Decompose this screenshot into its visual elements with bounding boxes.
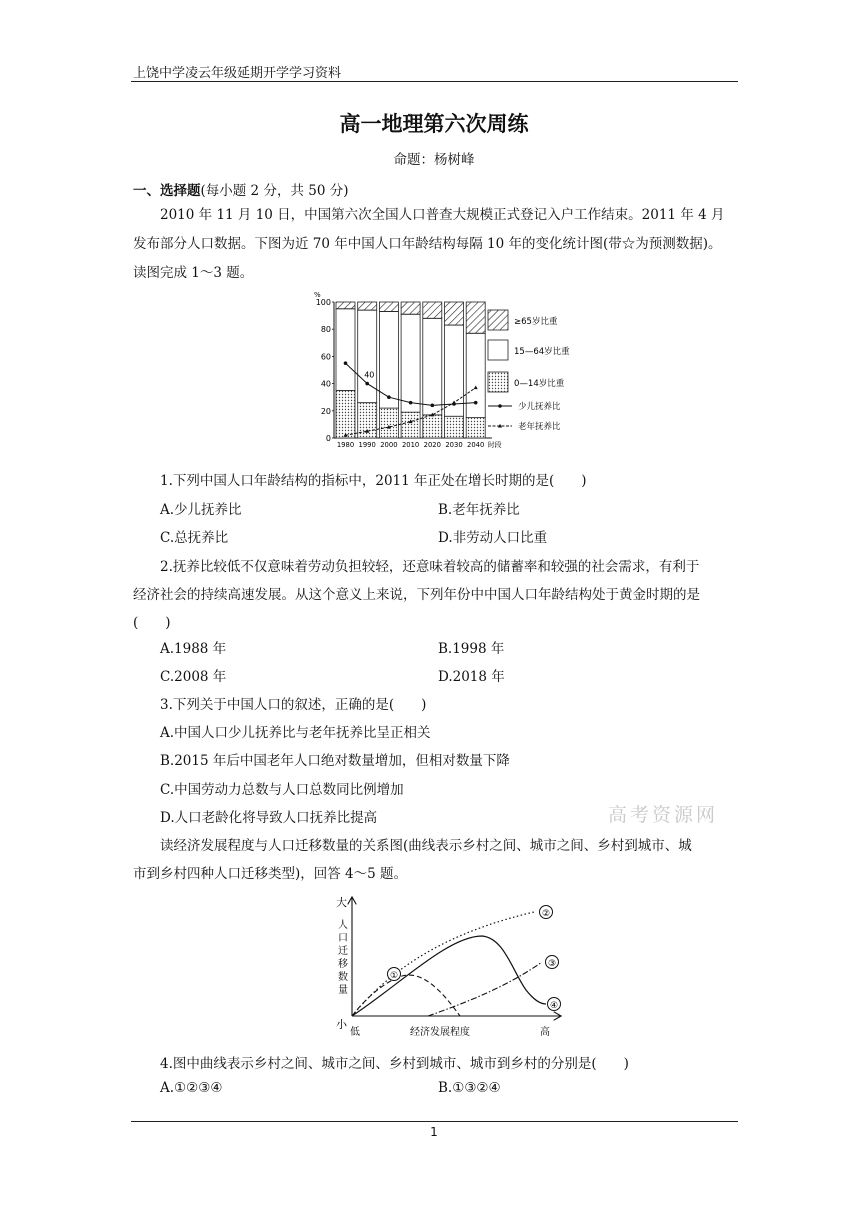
intro2-line2: 市到乡村四种人口迁移类型)，回答 4～5 题。: [133, 866, 408, 882]
q3-option-b: B.2015 年后中国老年人口绝对数量增加，但相对数量下降: [160, 753, 510, 769]
bar-segment-3: [358, 302, 377, 310]
curve-label-2: [540, 906, 553, 920]
legend-marker: [498, 404, 502, 408]
curve-2: [352, 912, 534, 1016]
y-tick-label: 60: [320, 352, 331, 362]
y-tick-label: 40: [320, 379, 331, 389]
page-number: 1: [430, 1125, 438, 1139]
bar-segment-1: [445, 416, 464, 438]
line-point: [431, 404, 435, 408]
svg-text:②: ②: [541, 909, 551, 919]
q1-option-c: C.总抚养比: [160, 530, 229, 546]
q3-option-c: C.中国劳动力总数与人口总数同比例增加: [160, 782, 404, 798]
q2-line3: ( ): [133, 615, 171, 631]
intro2-line1: 读经济发展程度与人口迁移数量的关系图(曲线表示乡村之间、城市之间、乡村到城市、城: [160, 838, 692, 854]
y-label-bottom: 小: [336, 1018, 347, 1031]
q4-option-a: A.①②③④: [160, 1080, 223, 1096]
q2-option-c: C.2008 年: [160, 669, 227, 685]
section-heading: [133, 179, 348, 199]
line-point: [344, 361, 348, 365]
x-tick-label: 2040: [467, 441, 485, 449]
bar-segment-1: [423, 415, 442, 438]
line-point: [409, 401, 413, 405]
svg-text:①: ①: [389, 971, 399, 981]
q3-stem: 3.下列关于中国人口的叙述，正确的是( ): [160, 697, 427, 713]
document-header: 上饶中学凌云年级延期开学学习资料: [133, 66, 342, 81]
legend-label: ≥65岁比重: [514, 317, 558, 327]
bar-segment-2: [336, 309, 355, 391]
intro1-line1: 2010 年 11 月 10 日，中国第六次全国人口普查大规模正式登记入户工作结束。2011 年 4 月: [160, 207, 725, 223]
watermark: 高考资源网: [608, 804, 719, 826]
section-note: (每小题 2 分，共 50 分): [200, 183, 349, 199]
q1-option-a: A.少儿抚养比: [160, 502, 242, 518]
legend-label: 老年抚养比: [518, 422, 561, 432]
x-label-start: 低: [350, 1027, 360, 1038]
q3-option-a: A.中国人口少儿抚养比与老年抚养比呈正相关: [160, 725, 431, 741]
q2-line1: 2.抚养比较低不仅意味着劳动负担较轻，还意味着较高的储蓄率和较强的社会需求，有利于: [160, 559, 700, 575]
y-axis-label: 人口迁移数量: [338, 920, 348, 996]
bar-segment-3: [336, 302, 355, 309]
x-label-end: 高: [540, 1027, 550, 1038]
svg-text:④: ④: [549, 1001, 559, 1011]
legend-label: 15—64岁比重: [514, 347, 570, 357]
annotation-label: 40: [364, 370, 375, 380]
curve-label-4: [548, 998, 561, 1012]
bar-segment-3: [379, 302, 398, 312]
y-tick-label: 0: [325, 434, 331, 443]
bar-segment-1: [379, 408, 398, 438]
bar-segment-2: [466, 333, 485, 417]
q2-option-d: D.2018 年: [438, 669, 505, 685]
x-tick-label: 2030: [445, 441, 463, 449]
q1-option-d: D.非劳动人口比重: [438, 530, 548, 546]
bar-segment-1: [401, 412, 420, 438]
bar-segment-3: [466, 302, 485, 333]
footer-divider: [131, 1121, 738, 1122]
q4-stem: 4.图中曲线表示乡村之间、城市之间、乡村到城市、城市到乡村的分别是( ): [160, 1056, 629, 1072]
bar-segment-1: [466, 418, 485, 438]
q2-line2: 经济社会的持续高速发展。从这个意义上来说，下列年份中中国人口年龄结构处于黄金时期的是: [133, 587, 700, 603]
migration-chart: [328, 890, 578, 1040]
chart1-legend: [488, 310, 570, 432]
legend-swatch: [488, 310, 508, 330]
x-tick-label: 1990: [358, 441, 376, 449]
x-tick-label: 2020: [423, 441, 441, 449]
q2-option-b: B.1998 年: [438, 641, 505, 657]
y-tick-label: 80: [320, 325, 331, 335]
bar-segment-1: [336, 390, 355, 438]
q3-option-d: D.人口老龄化将导致人口抚养比提高: [160, 810, 378, 826]
x-tick-label: 1980: [336, 441, 355, 449]
curve-label-3: [546, 956, 559, 970]
bar-segment-2: [358, 310, 377, 402]
bar-segment-3: [401, 302, 420, 314]
intro1-line2: 发布部分人口数据。下图为近 70 年中国人口年龄结构每隔 10 年的变化统计图(带☆为预测数据)。: [133, 236, 722, 252]
chart1-bars: [336, 302, 485, 438]
header-divider: [131, 81, 738, 82]
line-point: [474, 401, 478, 405]
y-tick-label: 20: [320, 406, 331, 416]
x-tick-label: 2000: [380, 441, 398, 449]
intro1-line3: 读图完成 1～3 题。: [133, 265, 254, 281]
author-line: 命题：杨树峰: [393, 152, 475, 168]
legend-swatch: [488, 340, 508, 360]
y-label-top: 大: [336, 896, 347, 909]
line-point: [387, 395, 391, 399]
q1-stem: 1.下列中国人口年龄结构的指标中，2011 年正处在增长时期的是( ): [160, 473, 587, 489]
section-label: 一、选择题: [133, 183, 201, 199]
legend-swatch: [488, 372, 508, 392]
page-title: 高一地理第六次周练: [339, 111, 529, 136]
legend-label: 少儿抚养比: [518, 402, 561, 412]
intro-paragraph-1: [133, 201, 739, 288]
x-axis-label: 经济发展程度: [410, 1027, 470, 1038]
line-point: [365, 382, 369, 386]
legend-label: 0—14岁比重: [514, 379, 565, 389]
age-structure-chart: [308, 288, 598, 456]
y-tick-label: 100: [315, 298, 331, 307]
curve-label-1: [388, 968, 401, 982]
bar-segment-3: [445, 302, 464, 325]
q2-option-a: A.1988 年: [160, 641, 227, 657]
q4-option-b: B.①③②④: [438, 1080, 501, 1096]
x-tick-label: 2010: [401, 441, 420, 449]
bar-segment-2: [401, 314, 420, 412]
x-axis-suffix: 时段: [487, 441, 502, 449]
svg-text:③: ③: [547, 959, 557, 969]
bar-segment-3: [423, 302, 442, 318]
curve-4: [352, 936, 546, 1016]
q1-option-b: B.老年抚养比: [438, 502, 520, 518]
bar-segment-2: [423, 318, 442, 415]
y-unit-label: %: [314, 291, 321, 299]
